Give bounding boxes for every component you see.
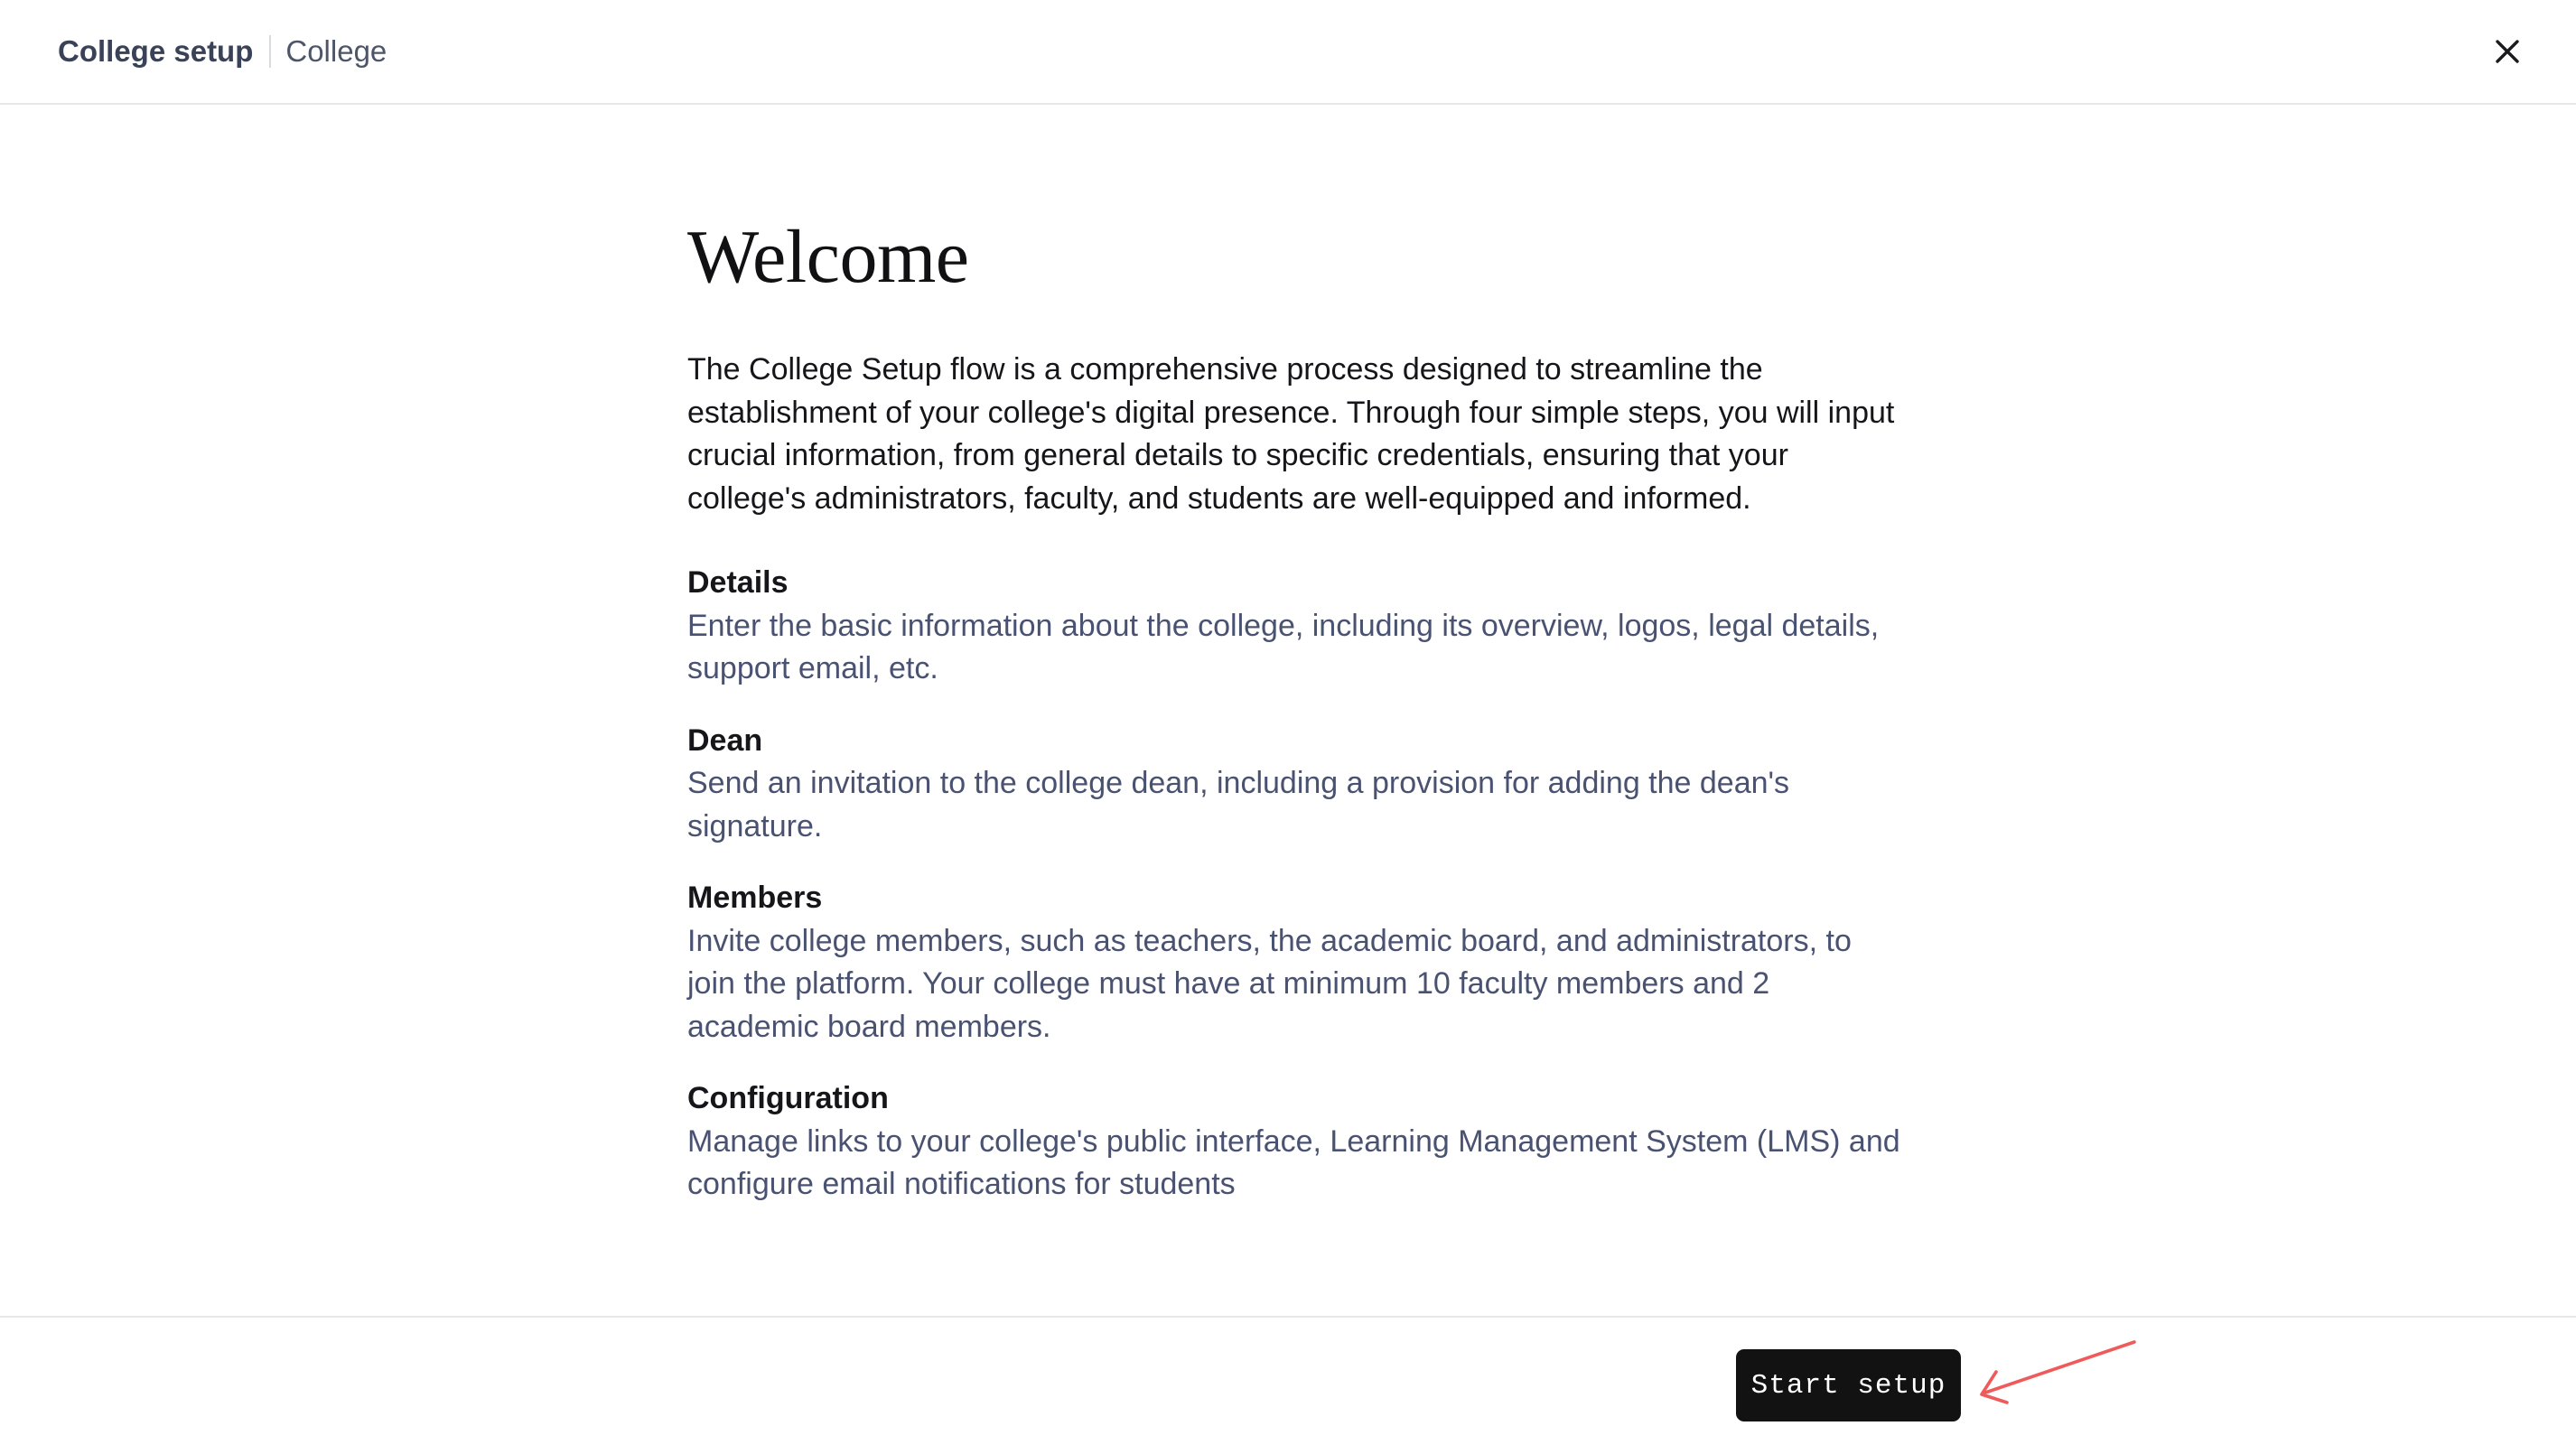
breadcrumb-college: College [285, 34, 387, 68]
breadcrumb-college-setup[interactable]: College setup [58, 34, 254, 68]
step-title: Dean [687, 722, 763, 758]
step-title: Configuration [687, 1081, 889, 1115]
breadcrumb-divider [269, 35, 271, 68]
step-title: Members [687, 881, 823, 915]
step-description: Invite college members, such as teachers, the academic board, and administrators, to join the platform. Your college must have at minimum 10 faculty members and 2 academic board members. [687, 923, 1852, 1044]
step-dean [687, 720, 1907, 849]
setup-steps-list [687, 562, 1907, 1207]
close-button[interactable] [2486, 30, 2529, 73]
step-description: Send an invitation to the college dean, including a provision for adding the dean's signature. [687, 766, 1790, 844]
header-bar [0, 0, 2576, 105]
step-description: Manage links to your college's public interface, Learning Management System (LMS) and configure email notifications for students [687, 1123, 1900, 1201]
breadcrumb [58, 0, 387, 103]
start-setup-button[interactable]: Start setup [1736, 1349, 1961, 1421]
footer-bar [0, 1316, 2576, 1454]
welcome-content [687, 199, 1907, 1235]
step-description: Enter the basic information about the college, including its overview, logos, legal details, support email, etc. [687, 608, 1880, 685]
step-configuration [687, 1077, 1907, 1207]
annotation-arrow-icon [1974, 1332, 2146, 1413]
step-details [687, 562, 1907, 691]
close-icon [2494, 38, 2521, 65]
page-title: Welcome [687, 215, 969, 299]
intro-paragraph: The College Setup flow is a comprehensive process designed to streamline the establishment of your college's digital presence. Through four simple steps, you will input crucial information, from general details to specific credentials, ensuring that your college's administrators, faculty, and students are well-equipped and informed. [687, 352, 1895, 516]
step-title: Details [687, 565, 789, 600]
step-members [687, 877, 1907, 1049]
